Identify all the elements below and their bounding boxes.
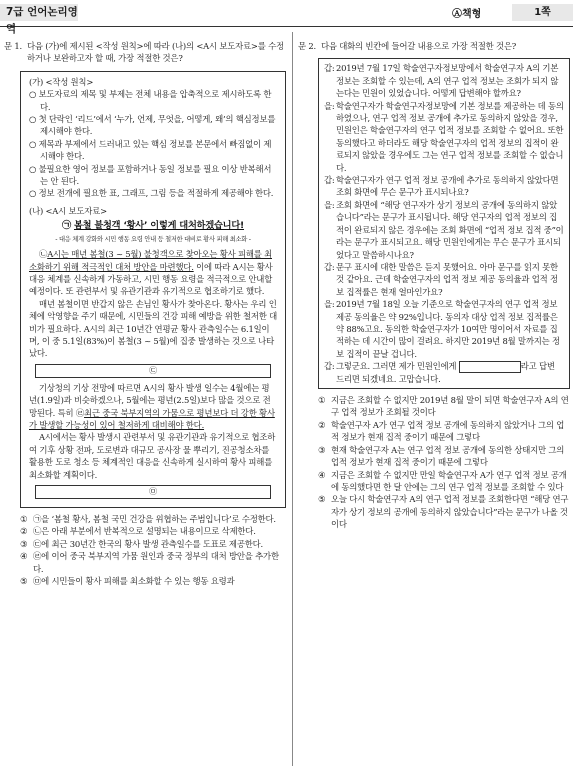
answer-option[interactable]: ③ 현재 학술연구자 A는 연구 업적 정보 공개에 동의한 상태지만 그의 업적 정보가 현재 집적 중이기 때문에 그렇다 (318, 444, 565, 468)
answer-option[interactable]: ④ 지금은 조회할 수 없지만 만일 학술연구자 A가 연구 업적 정보 공개에 동의했다면 한 달 안에는 그의 연구 업적 정보를 조회할 수 있다 (318, 469, 567, 492)
answer-blank (459, 361, 521, 373)
answer-option[interactable]: ④ ㉣에 이어 중국 북부지역 가뭄 원인과 중국 정부의 대처 방안을 추가한다. (20, 551, 279, 574)
question-stem: 다음 (가)에 제시된 <작성 원칙>에 따라 (나)의 <A시 보도자료>를 수정하거나 보완하고자 할 때, 가장 적절한 것은? (26, 41, 284, 64)
dialogue-turn: 을: 학술연구자가 학술연구자정보망에 기본 정보를 제공하는 데 동의하였으나, 연구 업적 정보 공개에 추가로 동의하지 않았을 경우, 민원인은 학술연구자의 연구 업적 정보를 조회할 수 없어요. 또한 동의했다고 하더라도 해당 학술연구자의 업적 정보의 집적이 완료되지 않았을 경우에도 그는 연구 업적 정보를 조회할 수 없습니다. (324, 100, 564, 173)
dialogue-turn: 을: 조회 화면에 “해당 연구자가 상기 정보의 공개에 동의하지 않았습니다”라는 문구가 표시됩니다. 해당 연구자의 업적 정보의 집적이 완료되지 않은 경우에는 조회 화면에 “업적 정보 집적 중”이라는 문구가 표시되고요. 해당 민원인에게는 무슨 문구가 표시되었다고 말씀하시나요? (324, 199, 564, 260)
question-number: 문 1. (4, 41, 22, 51)
answer-option[interactable]: ② ㉡은 아래 부분에서 반복적으로 설명되는 내용이므로 삭제한다. (20, 526, 256, 537)
answer-options (318, 394, 570, 530)
answer-option[interactable]: ③ ㉢에 최근 30년간 한국의 황사 발생 관측일수를 도표로 제공한다. (20, 538, 263, 549)
release-paragraph: 기상청의 기상 전망에 따르면 A시의 황사 발생 일수는 4월에는 평년(1.9일)과 비슷하겠으나, 5월에는 평년(2.5일)보다 많을 것으로 전망된다. 특히 ㉣최근 중국 북부지역의 가뭄으로 평년보다 더 강한 황사가 발생할 가능성이 있어 철저하게 대비해야 한다. (29, 382, 275, 430)
page-number: 1쪽 (512, 4, 573, 21)
question-1 (4, 40, 286, 587)
release-paragraph: A시에서는 황사 발생시 관련부서 및 유관기관과 유기적으로 협조하여 기후 상황 전파, 도로변과 대규모 공사장 물 뿌리기, 진공청소차를 활용한 도로 청소 등 체계적인 대응을 신속하게 실시하여 황사 피해를 최소화할 계획이다. (29, 432, 276, 480)
release-paragraph: 매년 봄철이면 반갑지 않은 손님인 황사가 찾아온다. 황사는 우리 인체에 악영향을 주기 때문에, 시민들의 건강 피해 예방을 위한 철저한 대비가 필요하다. A시의 최근 10년간 연평균 황사 관측일수는 6.1일이며, 이 중 5.1일(83%)이 봄철(3 ~ 5월)에 집중 발생하는 것으로 나타났다. (29, 298, 278, 359)
subject-label: 7급 언어논리영역 (0, 4, 78, 21)
release-subtitle: - 대응 체계 강화와 시민 행동 요령 안내 등 철저한 대비로 황사 피해 최소화 - (55, 235, 251, 243)
dialogue-turn: 갑: 학술연구자가 연구 업적 정보 공개에 추가로 동의하지 않았다면 조회 화면에 무슨 문구가 표시되나요? (324, 175, 559, 198)
booklet-type: Ⓐ책형 (452, 9, 482, 20)
principle-item: ○ 불필요한 영어 정보를 포함하거나 동일 정보를 필요 이상 반복해서는 안 된다. (29, 163, 272, 187)
release-paragraph: ㉡A시는 매년 봄철(3 ~ 5월) 불청객으로 찾아오는 황사 피해를 최소화하기 위해 적극적인 대처 방안을 마련했다. 이에 따라 A시는 황사 대응 체계를 신속하게 가동하고, 시민 행동 요령을 적극적으로 안내할 예정이다. 또 관련부서 및 유관기관과 유기적으로 협조하기로 했다. (29, 249, 273, 297)
principle-item: ○ 정보 전개에 필요한 표, 그래프, 그림 등을 적절하게 제공해야 한다. (29, 188, 274, 199)
blank-slot-m: ㉤ (35, 485, 271, 499)
dialogue-turn: 을: 2019년 7월 18일 오늘 기준으로 학술연구자의 연구 업적 정보 제공 동의율은 약 92%입니다. 동의자 대상 업적 정보 집적률은 약 88%고요. 동의한 학술연구자가 10여만 명이어서 자료를 집적하는 데 시간이 많이 걸려요. 하지만 2019년 8월 말까지는 정보 집적이 끝날 겁니다. (324, 299, 560, 359)
release-label: (나) <A시 보도자료> (29, 205, 107, 216)
answer-option[interactable]: ⑤ ㉤에 시민들이 황사 피해를 최소화할 수 있는 행동 요령과 (20, 576, 235, 587)
question-stem: 다음 대화의 빈칸에 들어갈 내용으로 가장 적절한 것은? (320, 41, 517, 51)
principle-item: ○ 첫 단락인 ‘리드’에서 ‘누가, 언제, 무엇을, 어떻게, 왜’의 핵심정보를 제시해야 한다. (29, 114, 276, 137)
answer-option[interactable]: ⑤ 오늘 다시 학술연구자 A의 연구 업적 정보를 조회한다면 “해당 연구자가 상기 정보의 공개에 동의하지 않았습니다”라는 문구가 나올 것이다 (318, 494, 569, 530)
principles-title: (가) <작성 원칙> (29, 76, 94, 87)
principle-item: ○ 보도자료의 제목 및 부제는 전체 내용을 압축적으로 제시하도록 한다. (29, 89, 272, 112)
column-divider (292, 32, 293, 766)
dialogue-turn: 갑: 문구 표시에 대한 말씀은 듣지 못했어요. 아마 문구를 읽지 못한 것 같아요. 근데 학술연구자의 업적 정보 제공 동의율과 업적 정보 집적률은 현재 얼마인가요? (324, 261, 558, 297)
release-title: ㉠ 봄철 불청객 ‘황사’ 이렇게 대처하겠습니다! (61, 220, 245, 232)
answer-option[interactable]: ① 지금은 조회할 수 없지만 2019년 8월 말이 되면 학술연구자 A의 연구 업적 정보가 조회될 것이다 (318, 395, 569, 418)
passage-box (20, 71, 286, 508)
question-2 (298, 40, 570, 531)
answer-option[interactable]: ① ㉠을 ‘봄철 황사, 봄철 국민 건강을 위협하는 주범입니다’로 수정한다. (20, 514, 276, 524)
principle-item: ○ 제목과 부제에서 드러내고 있는 핵심 정보를 본문에서 빠짐없이 제시해야 한다. (29, 138, 272, 162)
dialogue-turn: 갑: 2019년 7월 17일 학술연구자정보망에서 학술연구자 A의 기본 정보는 조회할 수 있는데, A의 연구 업적 정보는 조회가 되지 않는다는 민원이 있었습니다. 어떻게 답변해야 할까요? (324, 63, 559, 99)
dialogue-turn: 갑: 그렇군요. 그러면 제가 민원인에게 라고 답변 드리면 되겠네요. 고맙습니다. (324, 361, 555, 384)
answer-options (20, 513, 286, 587)
answer-option[interactable]: ② 학술연구자 A가 연구 업적 정보 공개에 동의하지 않았거나 그의 업적 정보가 현재 집적 중이기 때문에 그렇다 (318, 419, 565, 443)
page-header (0, 0, 573, 35)
question-number: 문 2. (298, 41, 316, 51)
dialogue-box (318, 58, 570, 389)
blank-slot-c: ㉢ (35, 364, 271, 378)
